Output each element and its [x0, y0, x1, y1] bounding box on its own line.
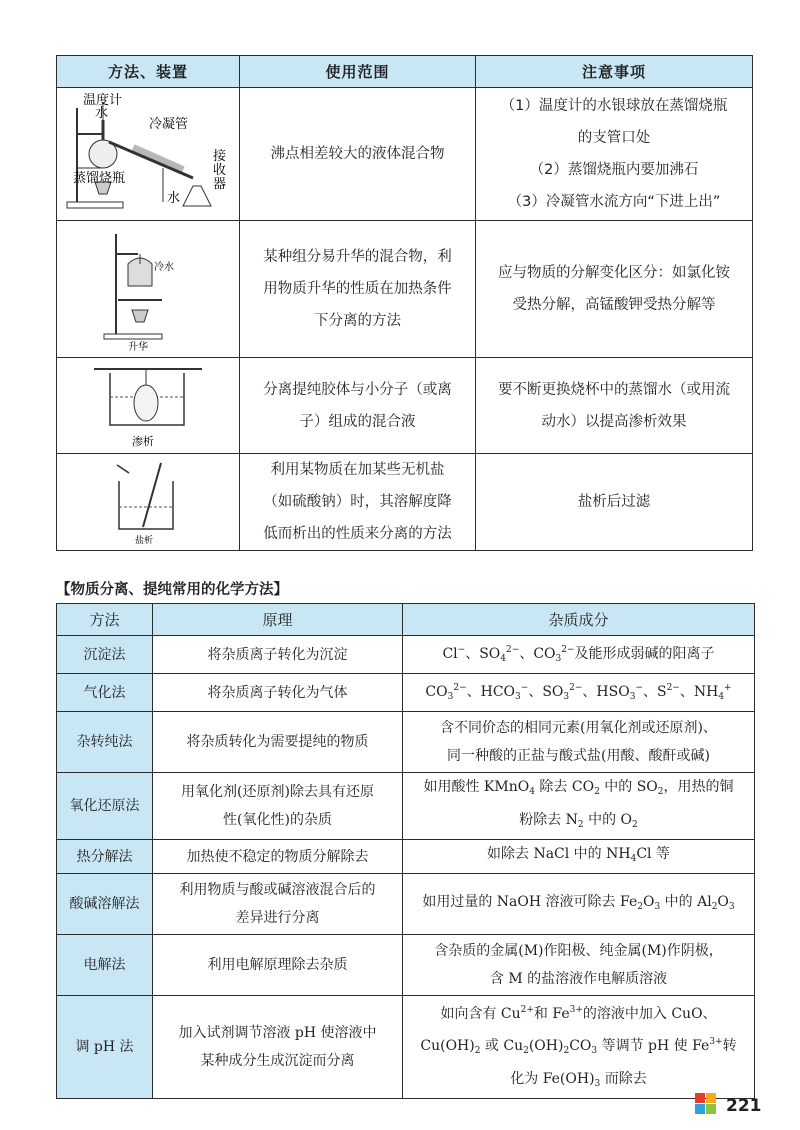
formula: 或 Cu	[484, 1038, 524, 1054]
table-row	[57, 874, 755, 935]
principle-cell: 加热使不稳定的物质分解除去	[153, 840, 403, 874]
table-row-distillation	[57, 88, 753, 221]
formula: O	[717, 893, 729, 910]
label-sublimation: 升华	[128, 342, 148, 353]
principle-line: 加入试剂调节溶液 pH 使溶液中	[178, 1025, 377, 1041]
formula: 如用酸性 KMnO	[423, 779, 530, 795]
scope-line: 某种组分易升华的混合物，利	[263, 249, 452, 265]
table-row-sublimation	[57, 221, 753, 358]
table-row	[57, 674, 755, 712]
label-receiver-3: 器	[213, 177, 227, 192]
note-line: （2）蒸馏烧瓶内要加沸石	[529, 162, 699, 178]
section-title: 【物质分离、提纯常用的化学方法】	[56, 582, 288, 598]
notes-dialysis	[476, 358, 753, 454]
label-flask: 蒸馏烧瓶	[73, 171, 126, 186]
formula: CO	[569, 1038, 592, 1054]
impurity-cell: 如除去 NaCl 中的 $NH_4Cl$ 等	[403, 840, 755, 874]
formula: 和 Fe	[533, 1006, 570, 1022]
table-row-salting-out	[57, 454, 753, 551]
formula: Cl 等	[636, 846, 670, 862]
table-row	[57, 840, 755, 874]
formula: 转	[722, 1038, 737, 1054]
table-row	[57, 996, 755, 1099]
impurity-cell	[403, 996, 755, 1099]
method-redox: 氧化还原法	[57, 773, 153, 840]
method-precipitation: 沉淀法	[57, 636, 153, 674]
scope-line: 分离提纯胶体与小分子（或离	[263, 381, 452, 398]
formula: 化为 Fe(OH)	[510, 1071, 595, 1087]
method-ph: 调 pH 法	[57, 996, 153, 1099]
formula: Cu(OH)	[420, 1038, 475, 1054]
table2-header-row	[57, 604, 755, 636]
table1-header-row	[57, 56, 753, 88]
impurity-line: 化为 $Fe(OH)_3$ 而除去	[510, 1071, 647, 1089]
formula: (OH)	[528, 1038, 564, 1054]
formula-text: 及能形成弱碱的阳离子	[574, 646, 715, 662]
formula: O	[642, 893, 655, 910]
salting-out-diagram-cell	[57, 454, 240, 551]
label-receiver-1: 接	[213, 149, 227, 164]
sublimation-apparatus-icon	[98, 224, 198, 354]
formula: 粉除去 N	[519, 812, 578, 828]
scope-line: 子）组成的混合液	[299, 413, 416, 430]
label-thermometer: 温度计	[83, 93, 123, 108]
impurity-cell: 如用过量的 NaOH 溶液可除去 $Fe_2O_3$ 中的 $Al_2O_3$	[403, 874, 755, 935]
publisher-logo-icon	[692, 1090, 722, 1120]
principle-cell	[153, 874, 403, 935]
impurity-line: 含杂质的金属(M)作阳极、纯金属(M)作阴极，	[434, 943, 723, 959]
method-thermal: 热分解法	[57, 840, 153, 874]
formula: 而除去	[604, 1071, 647, 1087]
note-line: 应与物质的分解变化区分：如氯化铵	[498, 265, 730, 281]
scope-salting-out	[240, 454, 476, 551]
formula: 如除去 NaCl 中的 NH	[487, 846, 631, 862]
header-method: 方法	[57, 604, 153, 636]
impurity-line: 含 M 的盐溶液作电解质溶液	[489, 971, 668, 987]
notes-sublimation	[476, 221, 753, 358]
principle-cell	[153, 996, 403, 1099]
note-line: 要不断更换烧杯中的蒸馏水（或用流	[498, 381, 730, 398]
impurity-line: 如用酸性 KMnO$_4$ 除去 $CO_2$ 中的 $SO_2$，用热的铜	[423, 779, 734, 797]
principle-line: 性(氧化性)的杂质	[223, 812, 332, 828]
table-row	[57, 712, 755, 773]
formula: NH	[693, 684, 719, 700]
scope-line: 利用某物质在加某些无机盐	[270, 462, 445, 478]
table-row	[57, 773, 755, 840]
scope-distillation: 沸点相差较大的液体混合物	[240, 88, 476, 221]
formula: SO	[479, 646, 501, 662]
formula: SO	[542, 684, 564, 700]
header-impurity: 杂质成分	[403, 604, 755, 636]
formula: CO	[533, 646, 556, 662]
label-dialysis: 渗析	[132, 434, 154, 448]
formula: 等调节 pH 使 Fe	[601, 1038, 710, 1054]
note-line: 受热分解，高锰酸钾受热分解等	[512, 297, 716, 313]
impurity-cell	[403, 935, 755, 996]
impurity-line: 同一种酸的正盐与酸式盐(用酸、酸酐或碱)	[447, 748, 710, 764]
chemical-methods-table	[56, 603, 755, 1099]
note-line: 的支管口处	[577, 130, 651, 146]
method-gasification: 气化法	[57, 674, 153, 712]
impurity-cell: Cl−、$SO_4^{2-}$、$CO_3^{2-}$及能形成弱碱的阳离子	[403, 636, 755, 674]
scope-line: 下分离的方法	[314, 313, 401, 329]
principle-cell: 将杂质离子转化为沉淀	[153, 636, 403, 674]
notes-distillation	[476, 88, 753, 221]
label-salting-out: 盐析	[135, 536, 154, 546]
note-line: （3）冷凝管水流方向“下进上出”	[507, 194, 721, 210]
table-row-dialysis	[57, 358, 753, 454]
dialysis-diagram-cell	[57, 358, 240, 454]
label-receiver-2: 收	[213, 163, 227, 178]
formula: 如向含有 Cu	[440, 1006, 521, 1022]
impurity-cell	[403, 773, 755, 840]
formula: 除去 CO	[539, 779, 595, 795]
principle-cell: 将杂质转化为需要提纯的物质	[153, 712, 403, 773]
principle-line: 用氧化剂(还原剂)除去具有还原	[181, 784, 374, 800]
formula: HSO	[596, 684, 630, 700]
principle-cell	[153, 773, 403, 840]
principle-line: 利用物质与酸或碱溶液混合后的	[179, 882, 376, 898]
scope-line: （如硫酸钠）时，其溶解度降	[263, 494, 452, 510]
formula: 的溶液中加入 CuO、	[582, 1006, 717, 1022]
formula: 中的 SO	[604, 779, 658, 795]
principle-line: 差异进行分离	[235, 910, 320, 926]
dialysis-apparatus-icon	[88, 361, 208, 451]
table-row	[57, 636, 755, 674]
impurity-line: 粉除去 $N_2$ 中的 $O_2$	[519, 812, 638, 830]
principle-line: 某种成分生成沉淀而分离	[200, 1053, 355, 1069]
separation-methods-table	[56, 55, 753, 551]
header-principle: 原理	[153, 604, 403, 636]
scope-sublimation	[240, 221, 476, 358]
formula: 如用过量的 NaOH 溶液可除去 Fe	[422, 893, 638, 910]
note-line: （1）温度计的水银球放在蒸馏烧瓶	[500, 98, 728, 114]
page-number: 221	[726, 1096, 762, 1116]
scope-line: 低而析出的性质来分离的方法	[263, 526, 452, 542]
formula: CO	[425, 684, 448, 700]
table-row	[57, 935, 755, 996]
header-method: 方法、装置	[57, 56, 240, 88]
formula: 中的 O	[588, 812, 633, 828]
salting-out-apparatus-icon	[103, 457, 193, 547]
principle-cell: 利用电解原理除去杂质	[153, 935, 403, 996]
formula: 中的 Al	[664, 893, 712, 910]
formula: S	[656, 684, 667, 700]
label-condenser: 冷凝管	[149, 117, 189, 132]
impurity-line: 如向含有 $Cu^{2+}$和 $Fe^{3+}$的溶液中加入 CuO、	[440, 1005, 717, 1022]
method-conversion: 杂转纯法	[57, 712, 153, 773]
sublimation-diagram-cell	[57, 221, 240, 358]
distillation-apparatus-icon	[63, 90, 233, 218]
note-line: 动水）以提高渗析效果	[541, 413, 687, 430]
distillation-diagram-cell	[57, 88, 240, 221]
principle-cell: 将杂质离子转化为气体	[153, 674, 403, 712]
impurity-cell	[403, 712, 755, 773]
formula: ，用热的铜	[663, 779, 734, 795]
formula: Cl	[442, 646, 458, 662]
label-cold-water: 冷水	[154, 262, 174, 273]
impurity-cell: $CO_3^{2-}$、$HCO_3^-$、$SO_3^{2-}$、$HSO_3^-$、$S^{2-}$、$NH_4^+$	[403, 674, 755, 712]
impurity-line: $Cu(OH)_2$ 或 $Cu_2(OH)_2CO_3$ 等调节 pH 使 $Fe^{3+}$转	[420, 1037, 737, 1056]
impurity-line: 含不同价态的相同元素(用氧化剂或还原剂)、	[440, 720, 717, 736]
notes-salting-out: 盐析后过滤	[476, 454, 753, 551]
header-notes: 注意事项	[476, 56, 753, 88]
formula: HCO	[480, 684, 516, 700]
header-scope: 使用范围	[240, 56, 476, 88]
scope-line: 用物质升华的性质在加热条件	[263, 281, 452, 297]
scope-dialysis	[240, 358, 476, 454]
label-water-top: 水	[95, 106, 109, 121]
method-electrolysis: 电解法	[57, 935, 153, 996]
method-acid-base: 酸碱溶解法	[57, 874, 153, 935]
label-water-bottom: 水	[167, 191, 181, 206]
